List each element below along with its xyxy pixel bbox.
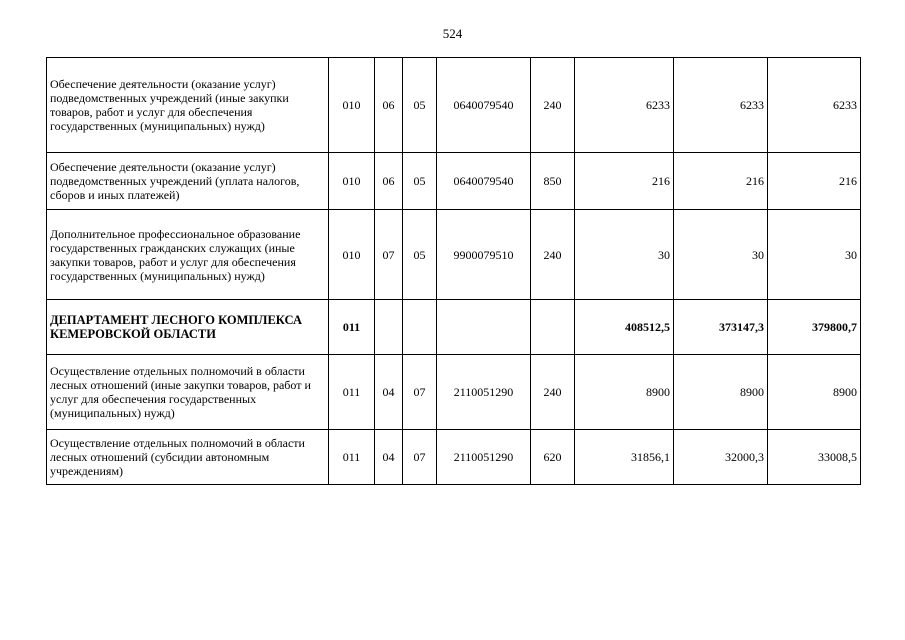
cell-amount-1: 31856,1 — [575, 430, 674, 485]
cell-amount-2: 32000,3 — [674, 430, 768, 485]
cell-gr: 011 — [329, 355, 375, 430]
cell-csr: 0640079540 — [437, 153, 531, 210]
table-row — [47, 153, 861, 210]
cell-vr: 240 — [531, 210, 575, 300]
cell-csr — [437, 300, 531, 355]
cell-rz: 06 — [375, 153, 403, 210]
cell-amount-2: 373147,3 — [674, 300, 768, 355]
cell-gr: 011 — [329, 300, 375, 355]
cell-gr: 010 — [329, 210, 375, 300]
cell-amount-2: 216 — [674, 153, 768, 210]
cell-csr: 9900079510 — [437, 210, 531, 300]
cell-pr: 07 — [403, 355, 437, 430]
row-name: Дополнительное профессиональное образование государственных гражданских служащих (иные закупки товаров, работ и услуг для обеспечения государственных (муниципальных) нужд) — [47, 210, 329, 300]
cell-vr — [531, 300, 575, 355]
cell-pr: 05 — [403, 58, 437, 153]
table-row — [47, 430, 861, 485]
cell-csr: 0640079540 — [437, 58, 531, 153]
cell-amount-1: 408512,5 — [575, 300, 674, 355]
cell-rz: 06 — [375, 58, 403, 153]
cell-amount-1: 30 — [575, 210, 674, 300]
cell-pr: 07 — [403, 430, 437, 485]
cell-amount-2: 6233 — [674, 58, 768, 153]
cell-rz: 04 — [375, 430, 403, 485]
budget-table — [46, 57, 861, 485]
cell-vr: 240 — [531, 355, 575, 430]
cell-amount-2: 8900 — [674, 355, 768, 430]
row-name: Обеспечение деятельности (оказание услуг) подведомственных учреждений (иные закупки товаров, работ и услуг для обеспечения государственных (муниципальных) нужд) — [47, 58, 329, 153]
cell-csr: 2110051290 — [437, 355, 531, 430]
department-name: ДЕПАРТАМЕНТ ЛЕСНОГО КОМПЛЕКСА КЕМЕРОВСКОЙ ОБЛАСТИ — [47, 300, 329, 355]
cell-pr — [403, 300, 437, 355]
table-row-department — [47, 300, 861, 355]
row-name: Осуществление отдельных полномочий в области лесных отношений (иные закупки товаров, работ и услуг для обеспечения государственных (муниципальных) нужд) — [47, 355, 329, 430]
cell-amount-3: 216 — [768, 153, 861, 210]
cell-vr: 240 — [531, 58, 575, 153]
cell-gr: 010 — [329, 153, 375, 210]
cell-rz — [375, 300, 403, 355]
cell-amount-1: 216 — [575, 153, 674, 210]
cell-rz: 07 — [375, 210, 403, 300]
cell-rz: 04 — [375, 355, 403, 430]
cell-gr: 011 — [329, 430, 375, 485]
cell-amount-3: 30 — [768, 210, 861, 300]
row-name: Обеспечение деятельности (оказание услуг) подведомственных учреждений (уплата налогов, сборов и иных платежей) — [47, 153, 329, 210]
cell-amount-1: 8900 — [575, 355, 674, 430]
page-number: 524 — [442, 26, 463, 41]
cell-pr: 05 — [403, 210, 437, 300]
cell-vr: 620 — [531, 430, 575, 485]
cell-amount-2: 30 — [674, 210, 768, 300]
cell-csr: 2110051290 — [437, 430, 531, 485]
cell-pr: 05 — [403, 153, 437, 210]
cell-amount-1: 6233 — [575, 58, 674, 153]
cell-gr: 010 — [329, 58, 375, 153]
cell-amount-3: 33008,5 — [768, 430, 861, 485]
cell-amount-3: 8900 — [768, 355, 861, 430]
cell-amount-3: 6233 — [768, 58, 861, 153]
row-name: Осуществление отдельных полномочий в области лесных отношений (субсидии автономным учреждениям) — [47, 430, 329, 485]
cell-vr: 850 — [531, 153, 575, 210]
table-row — [47, 355, 861, 430]
cell-amount-3: 379800,7 — [768, 300, 861, 355]
table-row — [47, 210, 861, 300]
table-row — [47, 58, 861, 153]
